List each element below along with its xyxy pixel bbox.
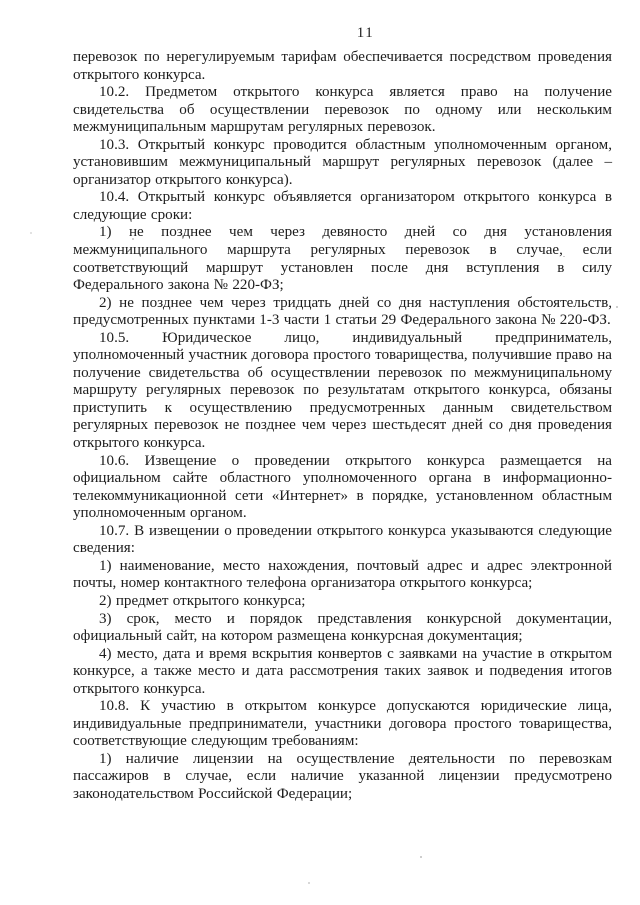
clause-10-7-item-3: 3) срок, место и порядок представления конкурсной документации, официальный сайт, на котором размещена конкурсная документация; (73, 610, 612, 645)
clause-10-7-item-2: 2) предмет открытого конкурса; (99, 592, 306, 609)
clause-10-7-item-1: 1) наименование, место нахождения, почтовый адрес и адрес электронной почты, номер контактного телефона организатора открытого конкурса; (73, 557, 612, 592)
paragraph-continuation: перевозок по нерегулируемым тарифам обеспечивается посредством проведения открытого конкурса. (73, 49, 612, 83)
clause-10-7-item-4: 4) место, дата и время вскрытия конвертов с заявками на участие в открытом конкурсе, а также место и дата рассмотрения таких заявок и подведения итогов открытого конкурса. (73, 645, 612, 697)
clause-10-4: 10.4. Открытый конкурс объявляется организатором открытого конкурса в следующие сроки: (73, 189, 612, 223)
clause-10-6: 10.6. Извещение о проведении открытого конкурса размещается на официальном сайте областного уполномоченного органа в информационно-телекоммуникационной сети «Интернет» в порядке, установленном областным уполномоченным органом. (73, 452, 612, 522)
scan-speck (308, 882, 310, 884)
clause-10-4-item-1: 1) не позднее чем через девяносто дней со дня установления межмуниципального маршрута регулярных перевозок в случае, если соответствующий маршрут установлен после дня вступления в силу Федерального закона № 220-ФЗ; (73, 224, 612, 294)
clause-10-8-item-1: 1) наличие лицензии на осуществление деятельности по перевозкам пассажиров в случае, если наличие указанной лицензии предусмотрено законодательством Российской Федерации; (73, 750, 612, 802)
clause-10-3: 10.3. Открытый конкурс проводится областным уполномоченным органом, установившим межмуниципальный маршрут регулярных перевозок (далее – организатор открытого конкурса). (73, 136, 612, 188)
clause-10-8: 10.8. К участию в открытом конкурсе допускаются юридические лица, индивидуальные предприниматели, участники договора простого товарищества, соответствующие следующим требованиям: (73, 698, 612, 750)
document-body (73, 49, 612, 804)
clause-10-5: 10.5. Юридическое лицо, индивидуальный предприниматель, уполномоченный участник договора простого товарищества, получившие право на получение свидетельства об осуществлении перевозок по межмуниципальному маршруту регулярных перевозок по результатам открытого конкурса, обязаны приступить к осуществлению предусмотренных данным свидетельством регулярных перевозок не позднее чем через шестьдесят дней со дня проведения открытого конкурса. (73, 329, 612, 452)
scan-speck (132, 238, 134, 240)
clause-10-2: 10.2. Предметом открытого конкурса является право на получение свидетельства об осуществлении перевозок по одному или нескольким межмуниципальным маршрутам регулярных перевозок. (73, 84, 612, 136)
clause-10-7: 10.7. В извещении о проведении открытого конкурса указываются следующие сведения: (73, 522, 612, 557)
scan-speck (562, 760, 564, 762)
clause-10-4-item-2: 2) не позднее чем через тридцать дней со дня наступления обстоятельств, предусмотренных пунктами 1-3 части 1 статьи 29 Федерального закона № 220-ФЗ. (73, 294, 612, 329)
scan-speck (30, 232, 32, 234)
scan-speck (616, 306, 618, 308)
scan-speck (420, 856, 422, 858)
scan-speck (563, 256, 565, 257)
page-number: 11 (356, 25, 375, 41)
